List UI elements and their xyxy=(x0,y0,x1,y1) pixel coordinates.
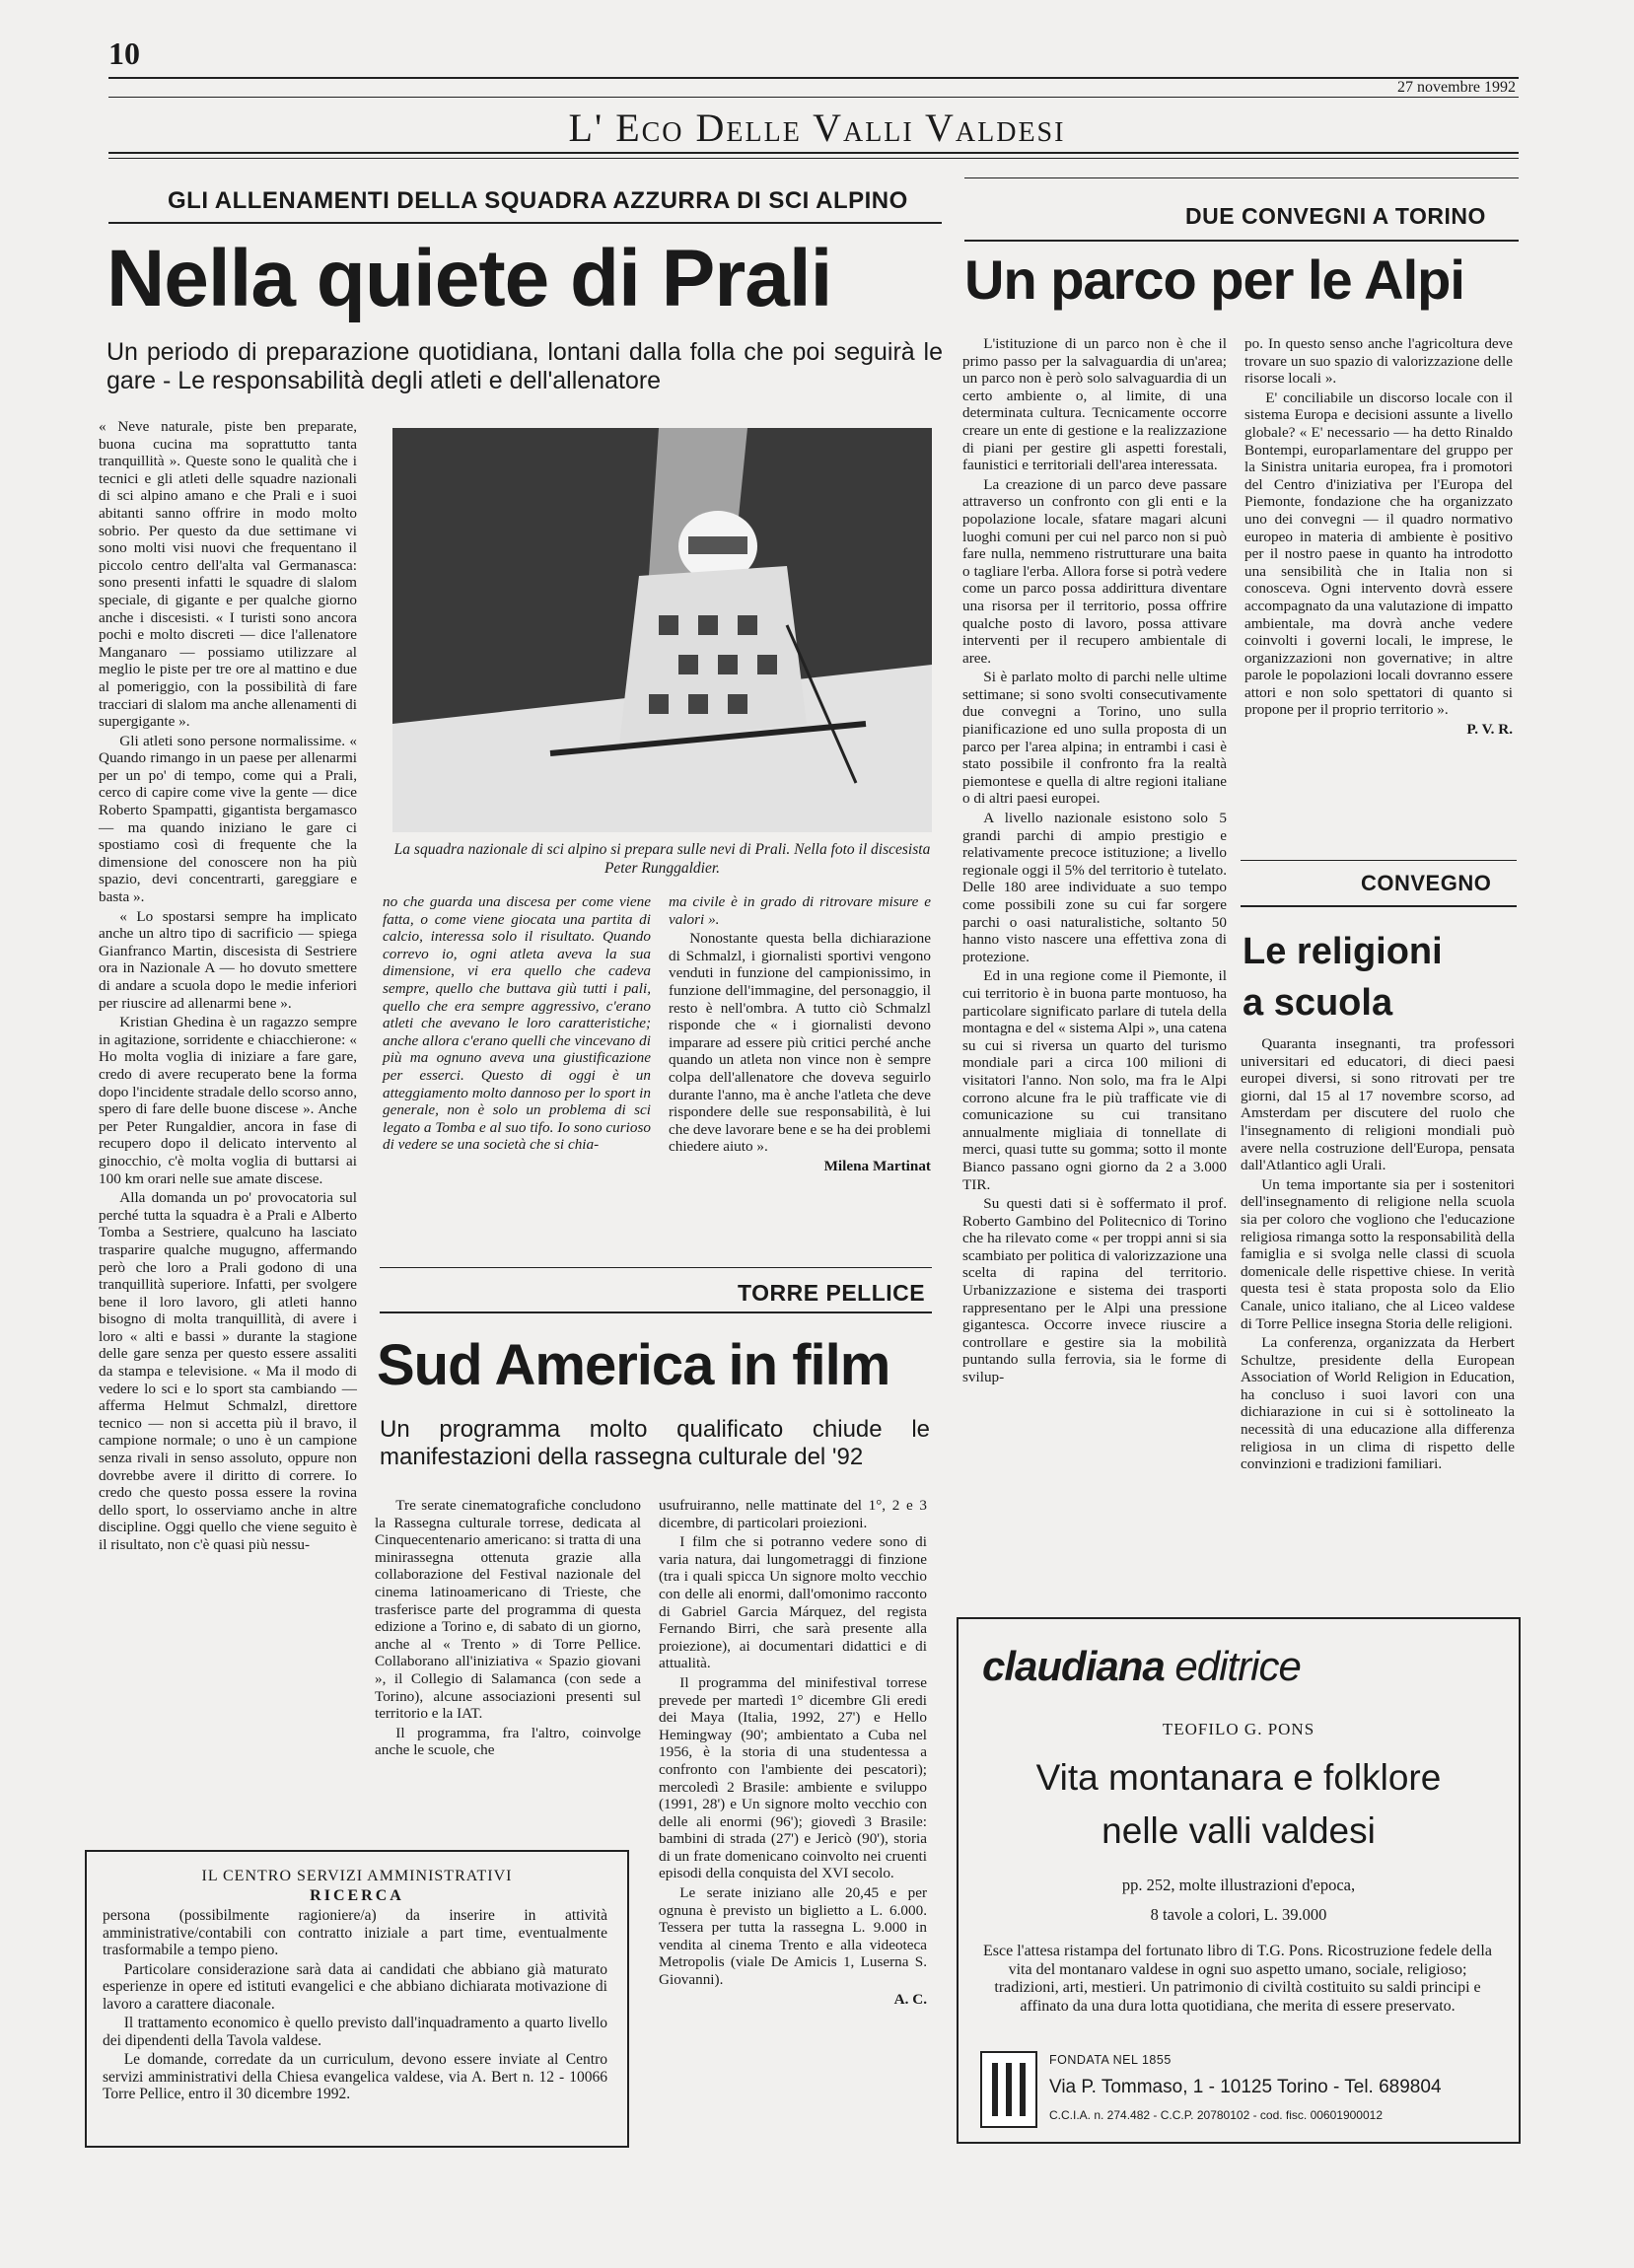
torre-col2-p2: I film che si potranno vedere sono di varia natura, dai lungometraggi di finzione (tra i quali spicca Un signore molto vecchio con delle ali enormi, dall'omonimo racconto di Gabriel Garcia Márquez, del regista Fernando Birri, che sarà presente alla proiezione), ai documentari didattici e di attualità. xyxy=(659,1533,927,1672)
torre-column-2 xyxy=(659,1497,927,2010)
ad-centro-subtitle: RICERCA xyxy=(310,1887,404,1904)
parco-col1-p2: La creazione di un parco deve passare attraverso un confronto con gli enti e la popolazione locale, sfatare magari alcuni luoghi comuni per cui nel parco non si può fare nulla, nemmeno ristrutturare una baita o tagliare l'erba. Allora forse si potrà vedere come un parco possa addirittura diventare una risorsa per il territorio, possa offrire qualche posto di lavoro, possa attivare interventi per il recupero ambientale di aree. xyxy=(962,475,1227,667)
parco-column-1 xyxy=(962,335,1227,1388)
torre-col2-p3: Il programma del minifestival torrese prevede per martedì 1° dicembre Gli eredi dei Maya (Italia, 1992, 27') e Hello Hemingway (90'; ambientato a Cuba nel 1956, è la storia di una studentessa a confronto con l'ambiente dei pescatori); mercoledì 2 Brasile: ambiente e sviluppo (1991, 28') e Un signore molto vecchio con delle ali enormi (96'); giovedì 3 Brasile: bambini di strada (27') e Jericò (90'), storia di un frate domenicano coinvolto nei cruenti episodi della conquista del XVI secolo. xyxy=(659,1673,927,1882)
torre-col2-p4: Le serate iniziano alle 20,45 e per ognuna è previsto un biglietto a L. 6.000. Tessera per tutta la rassegna L. 9.000 in vendita al cinema Trento e alla videoteca Metropolis (viale De Amicis 1, Luserna S. Giovanni). xyxy=(659,1884,927,1989)
prali-kicker: GLI ALLENAMENTI DELLA SQUADRA AZZURRA DI SCI ALPINO xyxy=(168,187,908,214)
torre-column-1 xyxy=(375,1497,641,1761)
ad-centro-p3: Il trattamento economico è quello previsto dall'inquadramento a quarto livello dei dipendenti della Tavola valdese. xyxy=(103,2015,607,2049)
parco-col2-p2: E' conciliabile un discorso locale con il sistema Europa e decisioni assunte a livello globale? « E' necessario — ha detto Rinaldo Bontempi, europarlamentare del gruppo per la Sinistra unitaria europea, fra i promotori del Centro d'iniziativa per l'Europa del Piemonte, fondazione che ha organizzato uno dei convegni — il quadro normativo europeo in materia di ambiente è positivo per il nostro paese in quanto ha introdotto una sensibilità che in Italia non si conosceva. Ogni intervento dovrà essere accompagnato da una valutazione di impatto ambientale, ma dovrà anche vedere coinvolti i governi locali, le imprese, le organizzazioni non governative; in altre parole le popolazioni locali dovranno essere attori e non solo spettatori di quanto si propone per il proprio territorio ». xyxy=(1244,389,1513,719)
claudiana-book-title-1: Vita montanara e folklore xyxy=(1035,1757,1442,1798)
prali-column-2 xyxy=(383,893,651,1156)
book-logo-icon xyxy=(982,2053,1035,2126)
ad-centro-p1: persona (possibilmente ragioniere/a) da inserire in attività amministrative/contabili con contratto iniziale a part time, eventualmente trasformabile a tempo pieno. xyxy=(103,1907,607,1958)
skier-photo xyxy=(392,428,932,832)
prali-headline: Nella quiete di Prali xyxy=(107,234,832,323)
prali-col3-p1: ma civile è in grado di ritrovare misure e valori ». xyxy=(669,893,931,928)
parco-col2-p1: po. In questo senso anche l'agricoltura deve trovare un suo spazio di valorizzazione delle risorse locali ». xyxy=(1244,335,1513,388)
prali-col1-p2: Gli atleti sono persone normalissime. « Quando rimango in un paese per allenarmi per un po' di tempo, come qui a Prali, cerco di capire come vive la gente — dice Roberto Spampatti, gigantista bergamasco — ma quando iniziano le gare ci spostiamo così di frequente che la dimensione del conoscere non ha più spazio, devi concentrarti, gareggiare e basta ». xyxy=(99,732,357,906)
masthead-top-rule xyxy=(108,77,1519,79)
prali-col1-p4: Kristian Ghedina è un ragazzo sempre in agitazione, sorridente e chiacchierone: « Ho molta voglia di iniziare a fare gare, credo di avere recuperato bene la forma dopo l'incidente stradale dello scorso anno, spero di fare delle buone discese ». Anche per Peter Rungaldier, ancora in fase di recupero dopo il delicato intervento al ginocchio, c'è molta voglia di buttarsi ai 100 km orari nelle sue amate discese. xyxy=(99,1014,357,1187)
religioni-headline-2: a scuola xyxy=(1243,982,1393,1024)
parco-kicker: DUE CONVEGNI A TORINO xyxy=(1185,203,1486,229)
parco-column-2 xyxy=(1244,335,1513,741)
prali-col1-p1: « Neve naturale, piste ben preparate, buona cucina ma soprattutto tanta tranquillità ». Queste sono le qualità che i tecnici e gli atleti delle squadre nazionali di sci alpino amano e che Prali e i suoi abitanti sanno offrire in modo molto sobrio. Per questo da due settimane vi sono molti visi nuovi che frequentano il piccolo centro dell'alta val Germanasca: sono presenti infatti le squadre di slalom speciale, di gigante e per qualche giorno anche i discesisti. « I turisti sono ancora pochi e molto discreti — dice l'allenatore Manganaro — possiamo utilizzare al meglio le piste per tre ore al mattino e due al pomeriggio, con la possibilità di fare tracciari di slalom ma anche allenamenti di supergigante ». xyxy=(99,418,357,731)
prali-col2-text: no che guarda una discesa per come viene fatta, o come viene giocata una partita di calcio, interessa solo il risultato. Quando correvo io, ogni atleta aveva la sua dimensione, vi era quello che cadeva sempre, quello che buttava giù tutti i pali, quello che era sempre aggressivo, c'erano atleti che avevano le loro caratteristiche; anche allora c'erano quelli che vincevano di più ma ognuno aveva una giustificazione per esserci. Questo di oggi è un atteggiamento molto dannoso per lo sport in generale, non è solo un problema di sci legato a Tomba e al suo tifo. Io sono curioso di vedere se una società che si chia- xyxy=(383,893,651,1154)
torre-kicker: TORRE PELLICE xyxy=(738,1280,926,1306)
torre-deck: Un programma molto qualificato chiude le manifestazioni della rassegna culturale del '92 xyxy=(380,1416,930,1470)
ad-centro-p2: Particolare considerazione sarà data ai candidati che abbiano già maturato esperienze in opere ed istituti evangelici e che abbiano dichiarata motivazione di lavoro a carattere diaconale. xyxy=(103,1960,607,2013)
page-number: 10 xyxy=(108,35,140,71)
parco-col1-p3: Si è parlato molto di parchi nelle ultime settimane; si sono svolti consecutivamente due convegni a Torino, uno sulla pianificazione ed uno sulla proposta di un parco per l'area alpina; in entrambi i casi è stato possibile il confronto fra la realtà piemontese e quella di altre regioni italiane o di altri paesi europei. xyxy=(962,669,1227,808)
prali-column-3 xyxy=(669,893,931,1177)
ad-centro-p4: Le domande, corredate da un curriculum, devono essere inviate al Centro servizi amministrativi della Chiesa evangelica valdese, via A. Bert n. 12 - 10066 Torre Pellice, entro il 30 dicembre 1992. xyxy=(103,2051,607,2102)
religioni-body xyxy=(1241,1035,1515,1475)
claudiana-logo xyxy=(980,2051,1037,2128)
religioni-headline-1: Le religioni xyxy=(1243,931,1443,972)
claudiana-book-title-2: nelle valli valdesi xyxy=(1101,1810,1376,1851)
parco-headline: Un parco per le Alpi xyxy=(964,248,1464,311)
claudiana-founded: FONDATA NEL 1855 xyxy=(1049,2053,1172,2067)
parco-author: P. V. R. xyxy=(1466,721,1513,739)
issue-date: 27 novembre 1992 xyxy=(1397,79,1516,96)
claudiana-brand-light: editrice xyxy=(1164,1643,1301,1689)
claudiana-description: Esce l'attesa ristampa del fortunato libro di T.G. Pons. Ricostruzione fedele della vita del montanaro valdese in ogni suo aspetto umano, sociale, religioso; tradizioni, arti, mestieri. Un patrimonio di civiltà costituito su saldi principi e affinato da una dura lotta quotidiana, che merita di essere preservato. xyxy=(983,1943,1492,2015)
religioni-kicker: CONVEGNO xyxy=(1361,871,1492,895)
claudiana-details-2: 8 tavole a colori, L. 39.000 xyxy=(1150,1905,1327,1924)
claudiana-brand xyxy=(982,1643,1301,1690)
parco-col1-p4: A livello nazionale esistono solo 5 grandi parchi di ampio prestigio e relativamente precoce istituzione; a livello regionale oggi il 5% del territorio è tutelato. Delle 180 aree individuate a suo tempo come possibili zone su cui far sorgere parchi o oasi naturalistiche, soltanto 50 hanno visto nascere una effettiva zona di protezione. xyxy=(962,810,1227,965)
parco-col1-p6: Su questi dati si è soffermato il prof. Roberto Gambino del Politecnico di Torino che ha rilevato come « per troppi anni si sia scambiato per politica di valorizzazione una scelta di rapina del territorio. Urbanizzazione e sistema dei trasporti rappresentano per le Alpi una pressione gigantesca. Occorre invece riuscire a controllare e gestire sia la mobilità puntando sulla ferrovia, sia le forme di svilup- xyxy=(962,1195,1227,1386)
prali-col1-p3: « Lo spostarsi sempre ha implicato anche un altro tipo di sacrificio — spiega Gianfranco Martin, discesista di Sestriere ora in Nazionale A — ho dovuto smettere di andare a scuola dopo le medie inferiori per riuscire ad allenarmi bene ». xyxy=(99,907,357,1012)
parco-col1-p5: Ed in una regione come il Piemonte, il cui territorio è in buona parte montuoso, ha particolare significato parlare di tutela della montagna e del « sistema Alpi », una catena su cui si riversa un quarto del turismo mondiale pari a circa 100 milioni di visitatori l'anno. Non solo, ma fra le Alpi corrono alcune fra le più trafficate vie di comunicazione su cui transitano annualmente migliaia di tonnellate di merci, quasi tutte su gomma; sotto il monte Bianco passano ogni giorno da 2 a 3.000 TIR. xyxy=(962,967,1227,1193)
skier-illustration xyxy=(392,428,932,832)
parco-col1-p1: L'istituzione di un parco non è che il primo passo per la salvaguardia di un'area; un parco non è però solo salvaguardia di un certo ambiente o, al limite, di una determinata cultura. Tecnicamente occorre creare un ente di gestione e la realizzazione di piani per gestire gli aspetti forestali, faunistici e territoriali dell'area interessata. xyxy=(962,335,1227,474)
claudiana-address: Via P. Tommaso, 1 - 10125 Torino - Tel. 689804 xyxy=(1049,2077,1442,2097)
prali-col1-p5: Alla domanda un po' provocatoria sul perché tutta la squadra è a Prali e Alberto Tomba a Sestriere, qualcuno ha lasciato trasparire qualche mugugno, affermando però che loro a Prali godono di una tranquillità superiore. Infatti, per svolgere bene il loro lavoro, gli atleti hanno bisogno di molta tranquillità, di avere i loro « alti e bassi » durante la stagione delle gare senza per questo essere assaliti da stampa e televisione. « Ma il modo di vedere lo sci e lo sport sta cambiando — afferma Helmut Schmalzl, direttore tecnico — non si accetta più il bravo, il campione normale; o uno è un campione senza rivali in senso assoluto, oppure non dovrebbe avere il diritto di correre. Io credo che questo possa essere la rovina dello sport, lo osserviamo anche in altre discipline. Oggi quello che viene seguito è il risultato, non c'è quasi più nessu- xyxy=(99,1189,357,1553)
religioni-p3: La conferenza, organizzata da Herbert Schultze, presidente della European Association of World Religion in Education, ha concluso i suoi lavori con una dichiarazione in cui si è sottolineato la necessità di una educazione alla differenza religiosa in un clima di rispetto delle convinzioni e tradizioni familiari. xyxy=(1241,1334,1515,1473)
torre-col1-p2: Il programma, fra l'altro, coinvolge anche le scuole, che xyxy=(375,1724,641,1759)
claudiana-registry: C.C.I.A. n. 274.482 - C.C.P. 20780102 - cod. fisc. 00601900012 xyxy=(1049,2108,1383,2122)
claudiana-details-1: pp. 252, molte illustrazioni d'epoca, xyxy=(1121,1876,1356,1894)
claudiana-brand-bold: claudiana xyxy=(982,1643,1165,1689)
torre-headline: Sud America in film xyxy=(377,1333,890,1397)
prali-author: Milena Martinat xyxy=(823,1157,931,1174)
claudiana-author: TEOFILO G. PONS xyxy=(1162,1720,1315,1738)
religioni-p2: Un tema importante sia per i sostenitori dell'insegnamento di religione nella scuola sia per coloro che vogliono che l'educazione religiosa rimanga sotto la responsabilità della famiglia e si svolga nelle classi di scuola domenicale delle rispettive chiese. In verità questa tesi è stata proposta solo da Elio Canale, unico italiano, che al Liceo valdese di Torre Pellice insegna Storia delle religioni. xyxy=(1241,1175,1515,1332)
religioni-p1: Quaranta insegnanti, tra professori universitari ed educatori, di dieci paesi europei diversi, si sono ritrovati per tre giorni, dal 15 al 17 novembre scorso, ad Amsterdam per discutere del ruolo che l'insegnamento di religioni mondiali può avere nella costruzione dell'Europa, pensata dall'Atlantico agli Urali. xyxy=(1241,1035,1515,1174)
torre-col2-p1: usufruiranno, nelle mattinate del 1°, 2 e 3 dicembre, di particolari proiezioni. xyxy=(659,1497,927,1531)
photo-caption: La squadra nazionale di sci alpino si prepara sulle nevi di Prali. Nella foto il discesista Peter Runggaldier. xyxy=(393,841,931,877)
prali-col3-p2: Nonostante questa bella dichiarazione di Schmalzl, i giornalisti sportivi vengono venduti in funzione del campionissimo, in funzione dell'immagine, del personaggio, il resto è nell'ombra. A tutto ciò Schmalzl risponde che « i giornalisti devono imparare ad essere più critici perché anche quando un atleta non vince non è sempre colpa dell'allenatore che doveva seguirlo durante l'anno, ma è anche l'atleta che deve rispondere delle sue responsabilità, è lui che deve lavorare bene e se ha dei problemi chiedere aiuto ». xyxy=(669,930,931,1156)
prali-deck: Un periodo di preparazione quotidiana, lontani dalla folla che poi seguirà le gare - Le responsabilità degli atleti e dell'allenatore xyxy=(107,338,943,394)
prali-column-1 xyxy=(99,418,357,1556)
ad-centro-title: IL CENTRO SERVIZI AMMINISTRATIVI xyxy=(201,1868,513,1884)
ad-centro-body xyxy=(103,1907,607,2105)
torre-col1-p1: Tre serate cinematografiche concludono la Rassegna culturale torrese, dedicata al Cinquecentenario americano: si tratta di una minirassegna ottenuta grazie alla collaborazione del Festival nazionale del cinema latinoamericano di Trieste, che trasferisce parte del programma di questa edizione a Torino e, di sabato di un giorno, anche al « Trento » di Torre Pellice. Collaborano all'iniziativa « Spazio giovani », il Collegio di Salamanca (con sede a Torino), alcune associazioni presenti sul territorio e la IAT. xyxy=(375,1497,641,1723)
torre-author: A. C. xyxy=(893,1990,927,2008)
paper-name: L' Eco Delle Valli Valdesi xyxy=(568,106,1066,150)
